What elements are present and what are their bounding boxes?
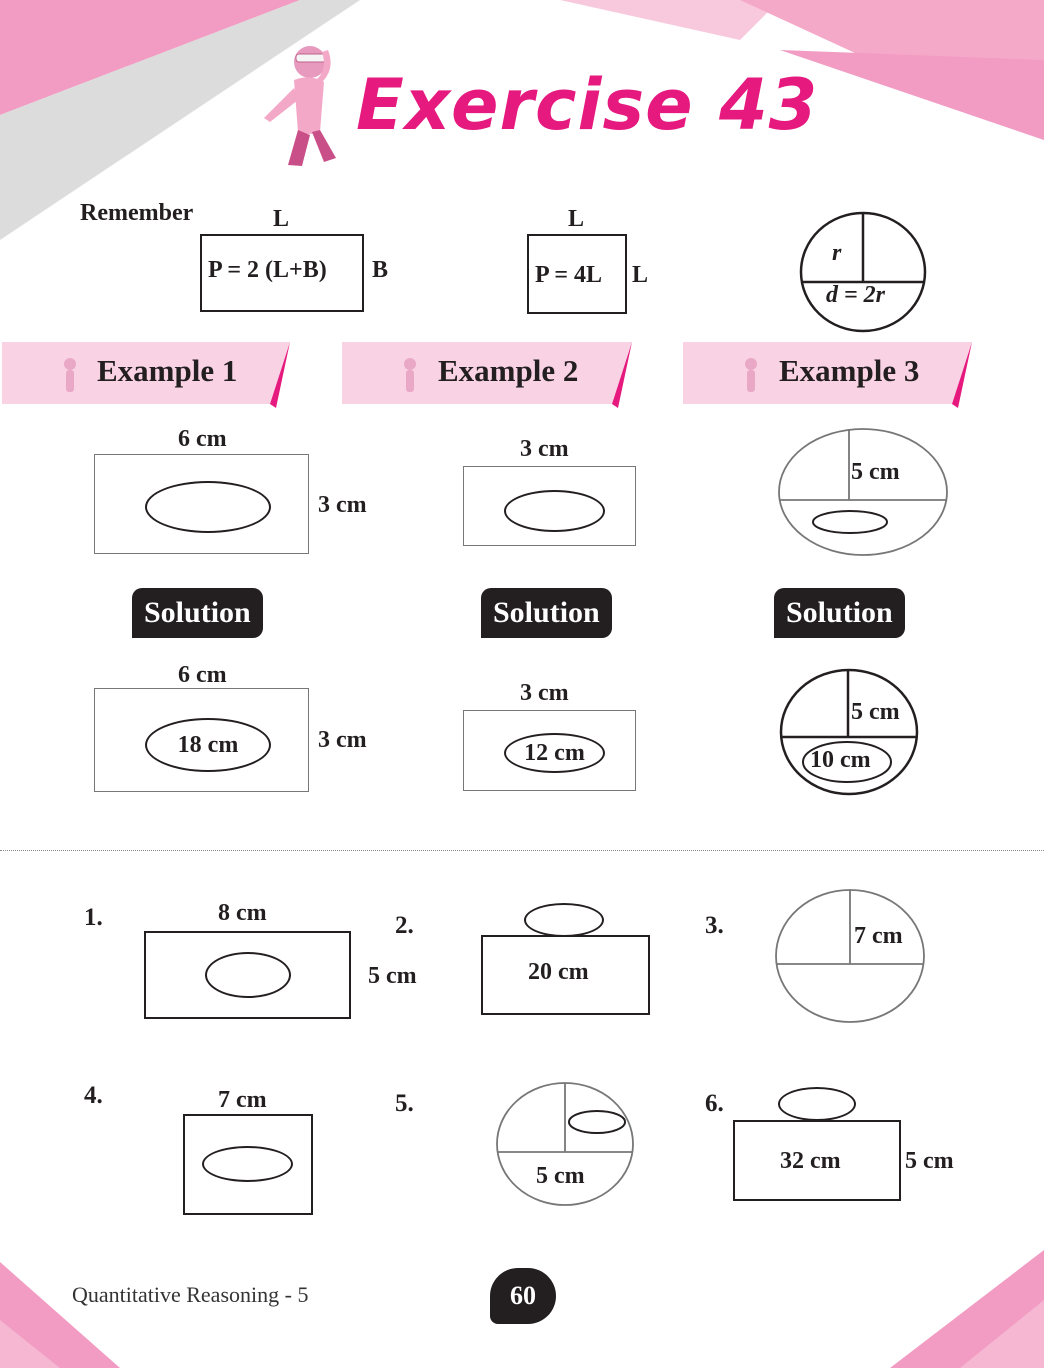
question-5-number: 5. [395, 1090, 414, 1117]
solution-3-tag: Solution [774, 588, 905, 638]
question-1-number: 1. [84, 904, 103, 931]
example-2-title: Example 2 [438, 353, 579, 388]
girl-mascot-icon [258, 40, 348, 170]
question-6-number: 6. [705, 1090, 724, 1117]
question-2-answer-oval[interactable] [524, 903, 604, 937]
question-6-inside-label: 32 cm [780, 1148, 841, 1174]
solution-2-answer-oval: 12 cm [504, 733, 605, 773]
circle-radius-label: r [832, 240, 842, 266]
circle-diameter-label: d = 2r [826, 282, 886, 308]
example-1-answer-oval [145, 481, 271, 533]
example-3-radius-label: 5 cm [851, 459, 900, 485]
rect-formula: P = 2 (L+B) [208, 257, 327, 283]
example-1-title: Example 1 [97, 353, 238, 388]
book-title: Quantitative Reasoning - 5 [72, 1282, 309, 1307]
question-3-circle [773, 887, 927, 1025]
square-formula: P = 4L [535, 262, 603, 288]
square-side-label: L [632, 262, 649, 288]
example-1-side-label: 3 cm [318, 492, 367, 518]
page-number: 60 [490, 1268, 556, 1324]
solution-2-tag: Solution [481, 588, 612, 638]
question-3-number: 3. [705, 912, 724, 939]
solution-1-side-label: 3 cm [318, 727, 367, 753]
example-1-top-label: 6 cm [178, 426, 227, 452]
solution-1-top-label: 6 cm [178, 662, 227, 688]
solution-3-circle [778, 667, 920, 799]
question-4-number: 4. [84, 1082, 103, 1109]
example-2-answer-oval [504, 490, 605, 532]
question-4-top-label: 7 cm [218, 1087, 267, 1113]
square-top-label: L [568, 206, 585, 232]
page-title: Exercise 43 [356, 64, 819, 146]
solution-2-top-label: 3 cm [520, 680, 569, 706]
solution-1-tag: Solution [132, 588, 263, 638]
question-6-side-label: 5 cm [905, 1148, 954, 1174]
rect-side-label: B [372, 257, 389, 283]
solution-3-radius-label: 5 cm [851, 699, 900, 725]
solution-1-answer-oval: 18 cm [145, 718, 271, 772]
question-3-radius-label: 7 cm [854, 923, 903, 949]
question-2-inside-label: 20 cm [528, 959, 589, 985]
remember-heading: Remember [80, 200, 194, 226]
question-4-answer-oval[interactable] [202, 1146, 293, 1182]
question-1-answer-oval[interactable] [205, 952, 291, 998]
question-1-side-label: 5 cm [368, 963, 417, 989]
question-1-top-label: 8 cm [218, 900, 267, 926]
example-3-title: Example 3 [779, 353, 920, 388]
example-3-circle [777, 426, 949, 558]
rect-top-label: L [273, 206, 290, 232]
example-2-top-label: 3 cm [520, 436, 569, 462]
remember-circle [798, 210, 928, 334]
solution-3-answer: 10 cm [810, 747, 871, 773]
section-divider [0, 850, 1044, 851]
question-5-diameter-label: 5 cm [536, 1163, 585, 1189]
question-2-number: 2. [395, 912, 414, 939]
question-6-answer-oval[interactable] [778, 1087, 856, 1121]
